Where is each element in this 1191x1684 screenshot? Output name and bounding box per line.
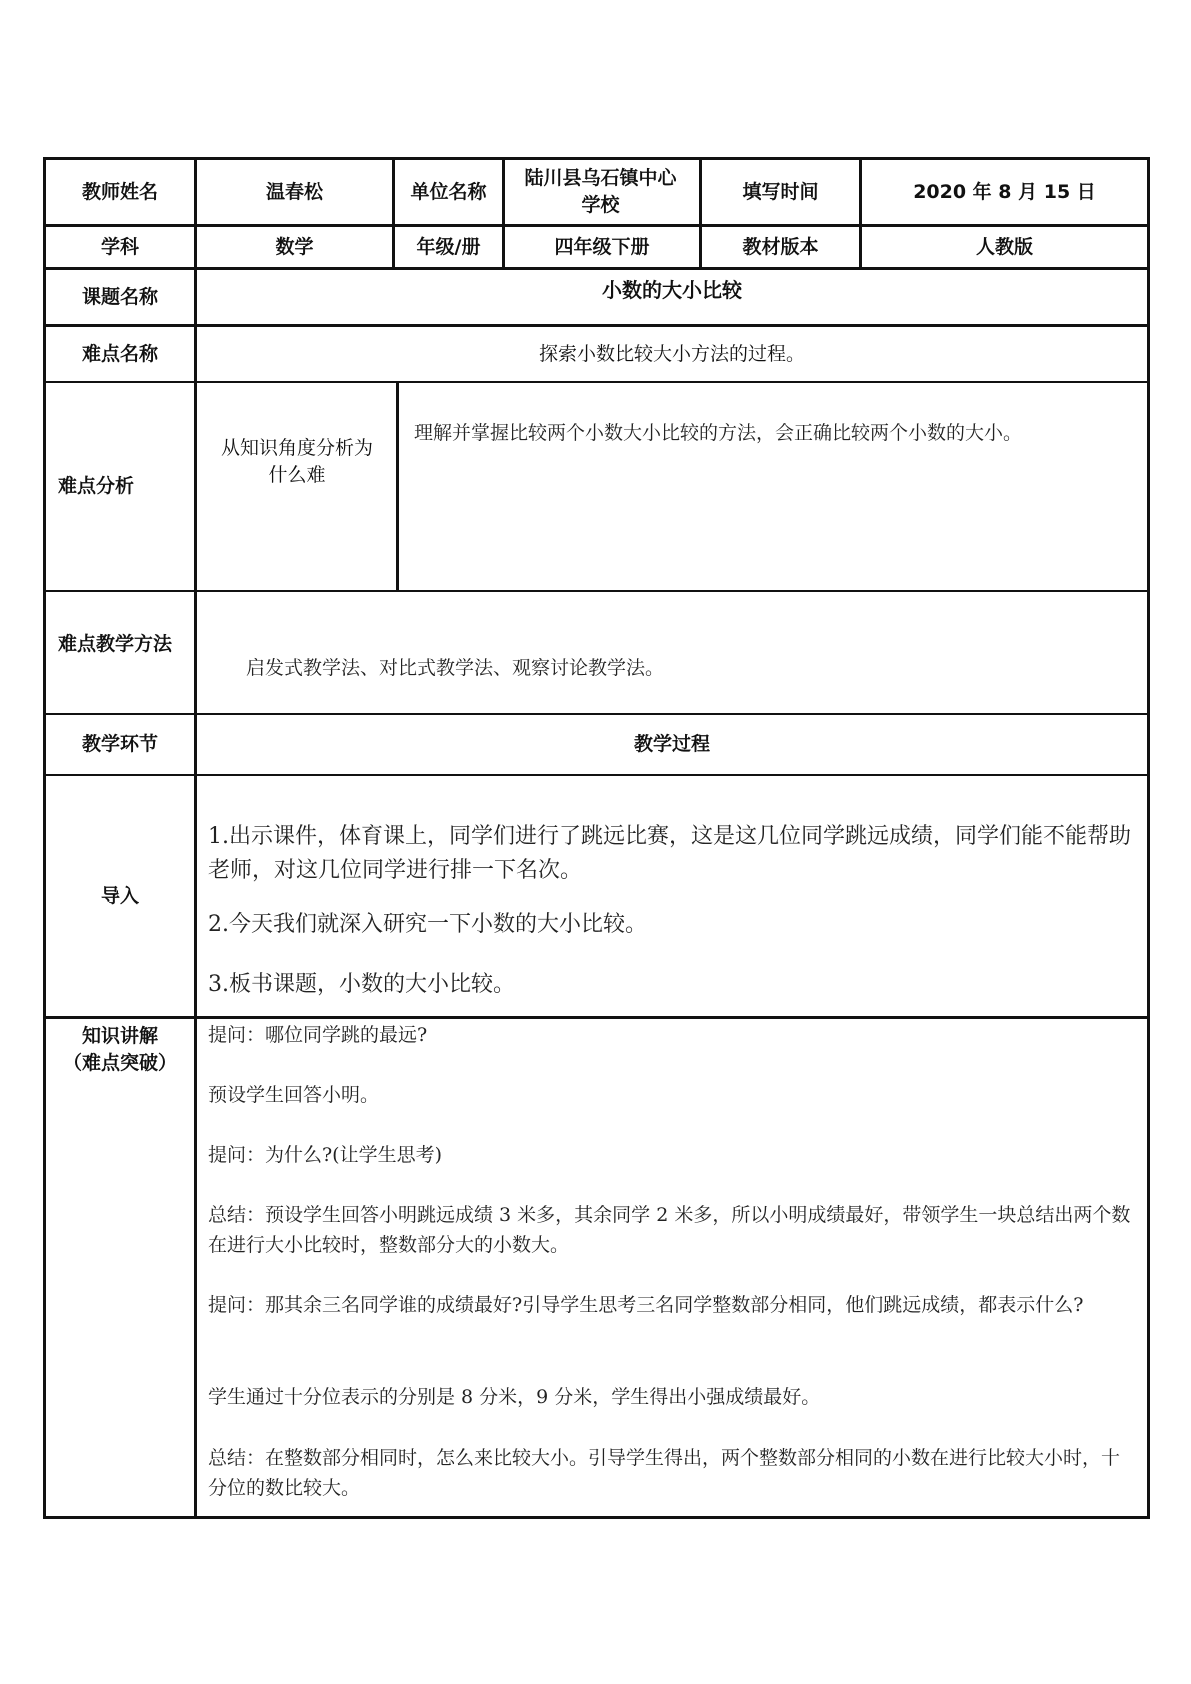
analysis-label: 难点分析: [58, 475, 135, 497]
knowledge-paragraph: 总结：在整数部分相同时，怎么来比较大小。引导学生得出，两个整数部分相同的小数在进行比较大小时，十分位的数比较大。: [208, 1447, 1121, 1499]
topic-label: 课题名称: [81, 285, 158, 308]
analysis-value: 理解并掌握比较两个小数大小比较的方法，会正确比较两个小数的大小。: [414, 422, 1023, 444]
fill-time-value: 2020 年 8 月 15 日: [913, 180, 1096, 203]
unit-label: 单位名称: [410, 180, 487, 203]
stage-label: 教学环节: [81, 733, 158, 755]
teacher-label: 教师姓名: [81, 180, 158, 203]
knowledge-label-line1: 知识讲解: [81, 1024, 158, 1047]
difficulty-label: 难点名称: [81, 342, 158, 365]
subject-label: 学科: [100, 235, 139, 258]
knowledge-paragraph: 提问：哪位同学跳的最远?: [208, 1024, 428, 1046]
subject-value: 数学: [275, 235, 314, 258]
intro-item: 2.今天我们就深入研究一下小数的大小比较。: [208, 912, 647, 937]
edition-label: 教材版本: [742, 235, 819, 258]
col-divider: [396, 381, 399, 590]
unit-value: 陆川县乌石镇中心学校: [524, 167, 677, 216]
edition-value: 人教版: [975, 235, 1033, 258]
intro-item: 3.板书课题，小数的大小比较。: [208, 972, 515, 997]
topic-value: 小数的大小比较: [602, 277, 742, 302]
knowledge-label-line2: （难点突破）: [62, 1051, 177, 1074]
analysis-sub-label: 从知识角度分析为什么难: [220, 437, 373, 486]
knowledge-paragraph: 总结：预设学生回答小明跳远成绩 3 米多，其余同学 2 米多，所以小明成绩最好，带领学生一块总结出两个数在进行大小比较时，整数部分大的小数大。: [208, 1204, 1131, 1256]
row-divider: [46, 590, 1147, 592]
row-divider: [46, 1016, 1147, 1019]
intro-label: 导入: [100, 884, 139, 907]
grade-label: 年级/册: [416, 235, 481, 258]
difficulty-value: 探索小数比较大小方法的过程。: [538, 342, 805, 365]
lesson-table: [43, 157, 1150, 1519]
intro-item: 1.出示课件，体育课上，同学们进行了跳远比赛，这是这几位同学跳远成绩，同学们能不能帮助老师，对这几位同学进行排一下名次。: [208, 824, 1131, 883]
knowledge-paragraph: 提问：那其余三名同学谁的成绩最好?引导学生思考三名同学整数部分相同，他们跳远成绩，都表示什么?: [208, 1294, 1084, 1316]
knowledge-paragraph: 提问：为什么?(让学生思考): [208, 1144, 443, 1166]
method-value: 启发式教学法、对比式教学法、观察讨论教学法。: [246, 657, 665, 679]
grade-value: 四年级下册: [554, 235, 650, 258]
process-label: 教学过程: [633, 733, 710, 755]
fill-time-label: 填写时间: [742, 180, 819, 203]
row-divider: [46, 774, 1147, 776]
method-label: 难点教学方法: [58, 632, 173, 655]
knowledge-paragraph: 预设学生回答小明。: [208, 1084, 380, 1106]
row-divider: [46, 381, 1147, 383]
knowledge-paragraph: 学生通过十分位表示的分别是 8 分米，9 分米，学生得出小强成绩最好。: [208, 1386, 821, 1408]
teacher-value: 温春松: [265, 180, 323, 203]
